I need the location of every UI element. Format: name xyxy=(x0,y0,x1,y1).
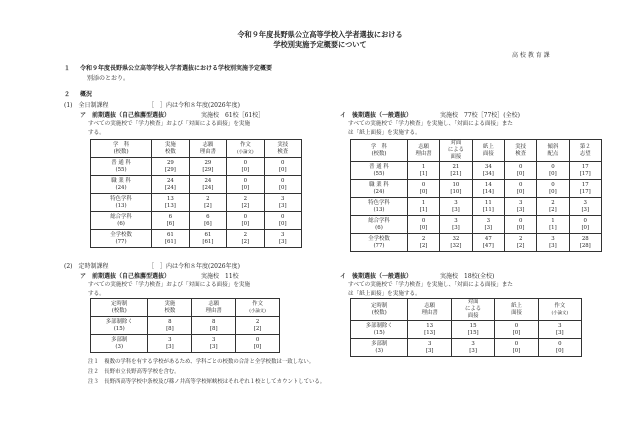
fulltime-early-table xyxy=(90,139,302,248)
table-row xyxy=(351,162,602,180)
table-cell: 0 [0] xyxy=(227,176,264,194)
table-cell: 2 [2] xyxy=(227,230,264,248)
table-cell: 0 [0] xyxy=(505,216,537,234)
table-cell: 多部制除く (15) xyxy=(351,321,408,339)
table-header-cell: 実技 検査 xyxy=(505,140,537,162)
table-cell: 全学校数 (77) xyxy=(91,230,152,248)
table-cell: 15 [15] xyxy=(451,321,494,339)
parttime-a-desc: すべての実施校で「学力検査」および「対面による面接」を実施 xyxy=(88,282,251,288)
fulltime-b-count: 実施校 77校［77校］(全校) xyxy=(440,112,520,119)
table-cell: 0 [0] xyxy=(264,176,301,194)
table-header-cell: 対面 による 面接 xyxy=(451,299,494,321)
table-cell: 13 [13] xyxy=(152,194,190,212)
parttime-label: (2) 定時制課程 xyxy=(64,263,109,270)
fulltime-late-table xyxy=(350,139,602,252)
fulltime-b-title: イ 後期選抜（一般選抜） xyxy=(340,112,413,119)
table-header-cell: 対面 による 面接 xyxy=(440,140,472,162)
table-cell: 1 [1] xyxy=(407,162,439,180)
table-cell: 0 [0] xyxy=(537,162,569,180)
table-cell: 17 [17] xyxy=(569,162,601,180)
note-1: 注１ 複数の学科を有する学校があるため、学科ごとの校数の合計と全学校数は一致しない。 xyxy=(88,359,315,365)
table-cell: 34 [34] xyxy=(472,162,504,180)
table-cell: 3 [3] xyxy=(440,216,472,234)
table-header-cell: 志願 理由書 xyxy=(407,140,439,162)
table-row xyxy=(351,234,602,252)
section1-body: 別添のとおり。 xyxy=(87,75,130,82)
table-header-cell: 志願 理由書 xyxy=(408,299,451,321)
table-cell: 3 [3] xyxy=(264,230,301,248)
table-cell: 多部制 (3) xyxy=(91,335,148,353)
table-header-cell: 作文 (小論文) xyxy=(236,299,280,317)
table-cell: 0 [0] xyxy=(264,158,301,176)
fulltime-b-desc: すべての実施校で「学力検査」を実施し、「対面による面接」また xyxy=(348,121,513,127)
table-header-cell: 学 科 (校数) xyxy=(91,140,152,158)
table-cell: 11 [11] xyxy=(472,198,504,216)
table-cell: 2 [2] xyxy=(189,194,227,212)
fulltime-a-title: ア 前期選抜（自己推薦型選抜） xyxy=(80,112,171,119)
parttime-bracket-note: ［ ］内は令和８年度(2026年度) xyxy=(148,263,240,270)
table-cell: 28 [28] xyxy=(569,234,601,252)
fulltime-a-desc2: する。 xyxy=(88,130,105,136)
table-cell: 普 通 科 (55) xyxy=(351,162,408,180)
table-cell: 3 [3] xyxy=(451,339,494,357)
table-cell: 0 [0] xyxy=(537,180,569,198)
parttime-a-title: ア 前期選抜（自己推薦型選抜） xyxy=(80,273,171,280)
table-header-cell: 紙上 面接 xyxy=(495,299,538,321)
note-3: 注３ 長野西高等学校中条校及び篠ノ井高等学校犀峡校はそれぞれ１校としてカウントしている。 xyxy=(88,379,326,385)
fulltime-label: (1) 全日制課程 xyxy=(64,102,109,109)
table-cell: 6 [6] xyxy=(189,212,227,230)
table-cell: 0 [0] xyxy=(569,216,601,234)
table-cell: 29 [29] xyxy=(152,158,190,176)
table-cell: 1 [1] xyxy=(407,198,439,216)
table-cell: 0 [0] xyxy=(407,180,439,198)
table-cell: 0 [0] xyxy=(264,212,301,230)
table-header-cell: 実施 校数 xyxy=(152,140,190,158)
table-cell: 2 [2] xyxy=(227,194,264,212)
table-header-cell: 作文 (小論文) xyxy=(538,299,581,321)
table-cell: 職 業 科 (24) xyxy=(351,180,408,198)
table-row xyxy=(91,212,302,230)
table-cell: 3 [3] xyxy=(148,335,192,353)
table-row xyxy=(91,176,302,194)
table-cell: 0 [0] xyxy=(227,158,264,176)
table-cell: 全学校数 (77) xyxy=(351,234,408,252)
table-cell: 10 [10] xyxy=(440,180,472,198)
table-cell: 3 [3] xyxy=(537,234,569,252)
table-cell: 24 [24] xyxy=(152,176,190,194)
table-row xyxy=(91,335,280,353)
table-cell: 21 [21] xyxy=(440,162,472,180)
table-cell: 0 [0] xyxy=(538,339,581,357)
table-cell: 0 [0] xyxy=(505,162,537,180)
parttime-a-count: 実施校 11校 xyxy=(201,273,239,280)
department: 高 校 教 育 課 xyxy=(512,52,550,59)
table-row xyxy=(351,198,602,216)
table-header-cell: 紙上 面接 xyxy=(472,140,504,162)
table-cell: 24 [24] xyxy=(189,176,227,194)
table-row xyxy=(91,230,302,248)
table-row xyxy=(91,158,302,176)
table-cell: 0 [0] xyxy=(505,180,537,198)
table-cell: 47 [47] xyxy=(472,234,504,252)
table-header-cell: 定時制 (校数) xyxy=(91,299,148,317)
table-header-cell: 志願 理由書 xyxy=(189,140,227,158)
table-header-cell: 作文 (小論文) xyxy=(227,140,264,158)
table-cell: 0 [0] xyxy=(227,212,264,230)
section1-number: １ xyxy=(64,65,71,72)
table-cell: 総合学科 (6) xyxy=(351,216,408,234)
table-cell: 0 [0] xyxy=(495,321,538,339)
table-cell: 14 [14] xyxy=(472,180,504,198)
parttime-b-count: 実施校 18校(全校) xyxy=(440,273,495,280)
table-header-cell: 実施 校数 xyxy=(148,299,192,317)
table-cell: 3 [3] xyxy=(440,198,472,216)
table-cell: 0 [0] xyxy=(236,335,280,353)
table-cell: 0 [0] xyxy=(495,339,538,357)
fulltime-b-desc2: は「紙上面接」を実施する。 xyxy=(348,130,421,136)
section1-heading: 令和９年度長野県公立高等学校入学者選抜における学校別実施予定概要 xyxy=(80,65,273,72)
table-row xyxy=(351,216,602,234)
table-cell: 総合学科 (6) xyxy=(91,212,152,230)
table-header-cell: 定時制 (校数) xyxy=(351,299,408,321)
table-cell: 61 [61] xyxy=(189,230,227,248)
table-cell: 8 [8] xyxy=(192,317,236,335)
table-cell: 8 [8] xyxy=(148,317,192,335)
table-cell: 3 [3] xyxy=(408,339,451,357)
table-cell: 0 [0] xyxy=(407,216,439,234)
table-header-cell: 学 科 (校数) xyxy=(351,140,408,162)
parttime-early-table xyxy=(90,298,280,353)
table-cell: 29 [29] xyxy=(189,158,227,176)
table-cell: 3 [3] xyxy=(505,198,537,216)
table-cell: 2 [2] xyxy=(505,234,537,252)
table-cell: 特色学科 (13) xyxy=(351,198,408,216)
table-cell: 3 [3] xyxy=(472,216,504,234)
table-cell: 職 業 科 (24) xyxy=(91,176,152,194)
table-cell: 61 [61] xyxy=(152,230,190,248)
table-cell: 普 通 科 (55) xyxy=(91,158,152,176)
table-row xyxy=(351,321,582,339)
table-row xyxy=(91,317,280,335)
section2-heading: 概況 xyxy=(80,91,93,98)
table-cell: 多部制除く (15) xyxy=(91,317,148,335)
page-title: 令和９年度長野県公立高等学校入学者選抜における xyxy=(237,30,403,39)
table-header-cell: 傾斜 配点 xyxy=(537,140,569,162)
table-cell: 3 [3] xyxy=(264,194,301,212)
table-cell: 3 [3] xyxy=(538,321,581,339)
table-cell: 13 [13] xyxy=(408,321,451,339)
table-cell: 2 [2] xyxy=(537,198,569,216)
fulltime-bracket-note: ［ ］内は令和８年度(2026年度) xyxy=(148,102,240,109)
note-2: 注２ 長野市立長野高等学校を含む。 xyxy=(88,369,180,375)
table-cell: 多部制 (3) xyxy=(351,339,408,357)
fulltime-a-count: 実施校 61校［61校］ xyxy=(201,112,265,119)
table-cell: 32 [32] xyxy=(440,234,472,252)
parttime-b-title: イ 後期選抜（一般選抜） xyxy=(340,273,413,280)
table-header-cell: 実技 検査 xyxy=(264,140,301,158)
parttime-late-table xyxy=(350,298,582,357)
table-cell: 1 [1] xyxy=(537,216,569,234)
table-cell: 3 [3] xyxy=(569,198,601,216)
table-header-cell: 志願 理由書 xyxy=(192,299,236,317)
table-cell: 6 [6] xyxy=(152,212,190,230)
table-row xyxy=(351,339,582,357)
table-row xyxy=(91,194,302,212)
table-row xyxy=(351,180,602,198)
table-cell: 17 [17] xyxy=(569,180,601,198)
table-header-cell: 第２ 志望 xyxy=(569,140,601,162)
table-cell: 2 [2] xyxy=(236,317,280,335)
table-cell: 特色学科 (13) xyxy=(91,194,152,212)
parttime-b-desc2: は「紙上面接」を実施する。 xyxy=(348,291,421,297)
table-cell: 2 [2] xyxy=(407,234,439,252)
fulltime-a-desc: すべての実施校で「学力検査」および「対面による面接」を実施 xyxy=(88,121,251,127)
parttime-b-desc: すべての実施校で「学力検査」を実施し、「対面による面接」また xyxy=(348,282,513,288)
section2-number: ２ xyxy=(64,91,71,98)
parttime-a-desc2: する。 xyxy=(88,291,105,297)
table-cell: 3 [3] xyxy=(192,335,236,353)
page-subtitle: 学校別実施予定概要について xyxy=(273,40,367,49)
